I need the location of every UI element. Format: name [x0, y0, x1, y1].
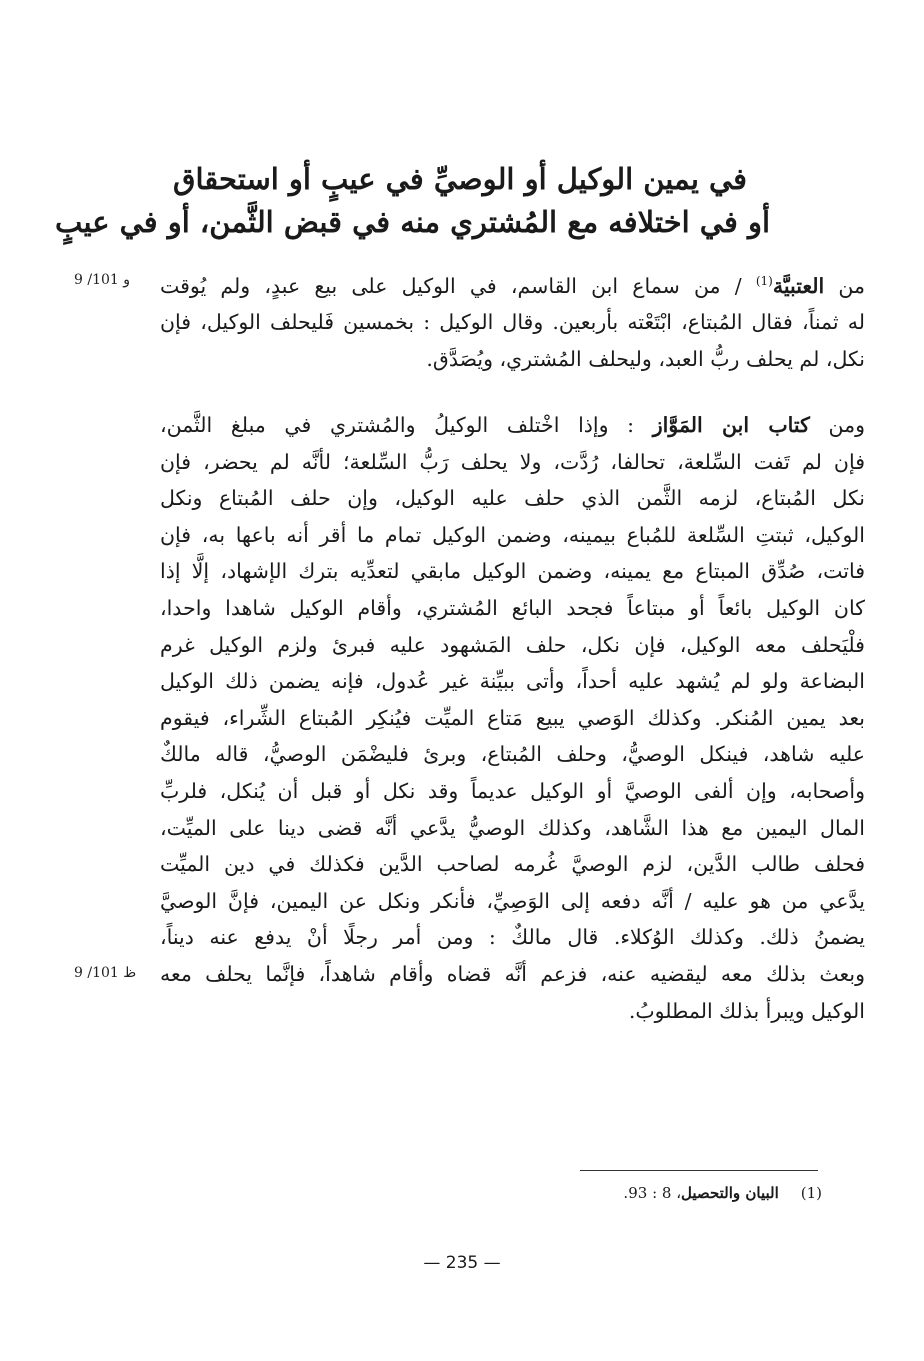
source-label: كتاب ابن المَوَّاز: [652, 413, 810, 437]
paragraph-line: ومن كتاب ابن المَوَّاز : وإذا اخْتلف الوكيلُ والمُشتري في مبلغ الثَّمن،: [160, 413, 866, 437]
footnote-divider: [580, 1170, 818, 1171]
paragraph-line: يضمنُ ذلك. وكذلك الوُكلاء. قال مالكٌ : ومن أمر رجلًا أنْ يدفع عنه ديناً،: [160, 925, 865, 950]
paragraph-line: المال اليمين مع هذا الشَّاهد، وكذلك الوصيُّ يدَّعي أنَّه قضى دينا على الميِّت،: [160, 815, 865, 840]
footnote-number: (1): [800, 1184, 822, 1202]
paragraph-line: بعد يمين المُنكر. وكذلك الوَصي يبيع مَتاع الميِّت فيُنكِر المُبتاع الشِّراء، فيقوم: [160, 705, 865, 730]
paragraph-ibn-mawwaz: [160, 407, 865, 1029]
footnote-marker: (1): [755, 274, 773, 288]
heading-line-1: في يمين الوكيل أو الوصيِّ في عيبٍ أو استحقاق: [172, 162, 748, 196]
paragraph-line: وبعث بذلك معه ليقضيه عنه، فزعم أنَّه قضاه وأقام شاهداً، فإنَّما يحلف معه: [160, 961, 865, 986]
paragraph-line: فلْيَحلف معه الوكيل، فإن نكل، حلف المَشهود عليه فبرئ ولزم الوكيل غرم: [160, 632, 865, 657]
paragraph-line: له ثمناً، فقال المُبتاع، ابْتَعْته بأربعين. وقال الوكيل : بخمسين فَليحلف الوكيل، فإن: [160, 310, 865, 335]
paragraph-line: يدَّعي من هو عليه / أنَّه دفعه إلى الوَصِيِّ، فأنكر ونكل عن اليمين، فإنَّ الوصيَّ: [160, 888, 865, 913]
paragraph-line: فحلف طالب الدَّين، لزم الوصيَّ غُرمه لصاحب الدَّين فكذلك في دين الميِّت: [160, 852, 865, 877]
paragraph-line: نكل، لم يحلف ربُّ العبد، وليحلف المُشتري، ويُصَدَّق.: [426, 347, 865, 372]
paragraph-line: من العتبيَّة$^{(1)}$ / من سماع ابن القاسم، في الوكيل على بيع عبدٍ، ولم يُوقت: [160, 273, 865, 298]
heading-line-2: أو في اختلافه مع المُشتري منه في قبض الثَّمن، أو في عيبٍ: [54, 205, 770, 239]
margin-folio-note: 9 /101 ظ: [74, 965, 137, 981]
paragraph-line: البضاعة ولو لم يُشهد عليه أحداً، وأتى ببيِّنة غير عُدول، فإنه يضمن ذلك الوكيل: [160, 669, 865, 694]
source-label: العتبيَّة: [772, 273, 825, 298]
paragraph-line: فإن لم تَفت السِّلعة، تحالفا، رُدَّت، ولا يحلف رَبُّ السِّلعة؛ لأنَّه لم يحضر، فإن: [160, 449, 865, 474]
chapter-heading: [54, 158, 770, 244]
paragraph-line: الوكيل، ثبتتِ السِّلعة للمُباع بيمينه، وضمن الوكيل تمام ما أقر أنه باعها به، فإن: [160, 522, 865, 547]
paragraph-line: وأصحابه، وإن ألفى الوصيَّ أو الوكيل عديماً وقد نكل أو قبل أن يُنكل، فلربِّ: [160, 778, 865, 803]
paragraph-line: فاتت، صُدِّق المبتاع مع يمينه، وضمن الوكيل مابقي لتعدِّيه بترك الإشهاد، إلَّا إذا: [160, 559, 865, 584]
paragraph-line: الوكيل ويبرأ بذلك المطلوبُ.: [628, 998, 865, 1023]
margin-folio-note: 9 /101 و: [74, 272, 131, 288]
footnote-source: البيان والتحصيل: [681, 1184, 779, 1202]
footnote-reference: ، 8 : 93.: [623, 1184, 682, 1202]
paragraph-line: عليه شاهد، فينكل الوصيُّ، وحلف المُبتاع، وبرئ فليضْمَن الوصيُّ، قاله مالكٌ: [160, 742, 865, 767]
page-number: — 235 —: [423, 1253, 501, 1273]
paragraph-line: كان الوكيل بائعاً أو مبتاعاً فجحد البائع المُشتري، وأقام الوكيل شاهدا واحدا،: [160, 595, 865, 620]
footnote: [623, 1184, 822, 1202]
paragraph-line: نكل المُبتاع، لزمه الثَّمن الذي حلف عليه الوكيل، وإن حلف المُبتاع ونكل: [160, 486, 865, 511]
paragraph-utbiyya: [160, 263, 865, 378]
